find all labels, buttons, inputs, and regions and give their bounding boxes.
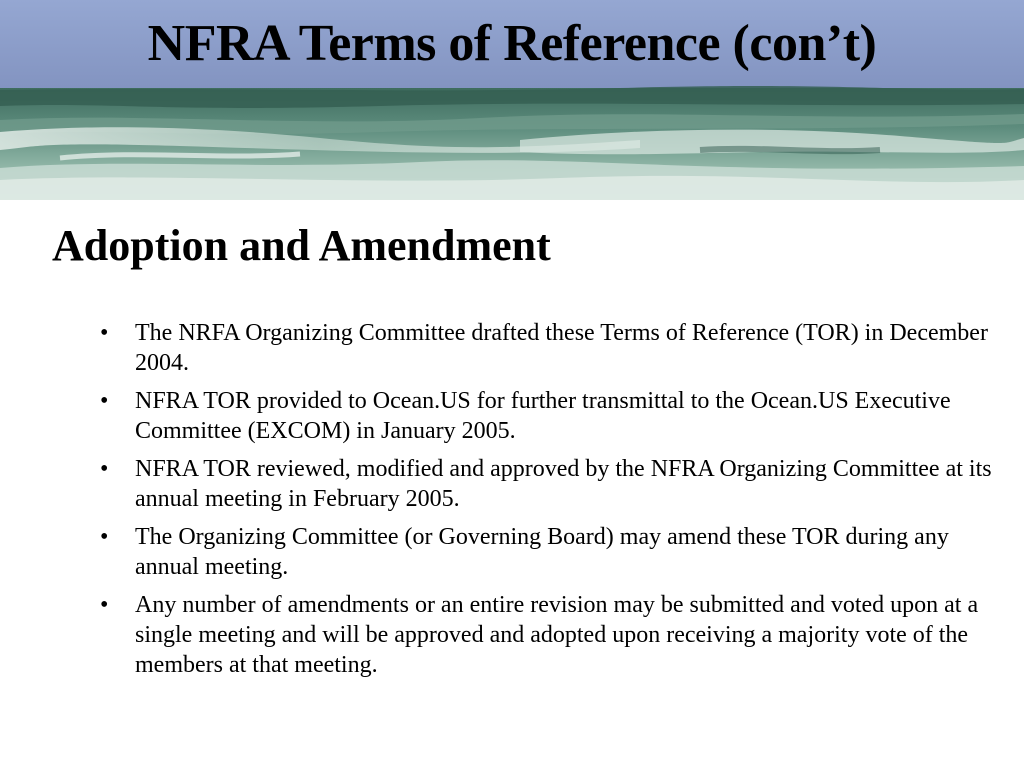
- bullet-glyph: •: [100, 320, 109, 346]
- section-heading: Adoption and Amendment: [52, 221, 551, 270]
- list-item: [100, 522, 1000, 582]
- bullet-glyph: •: [100, 456, 109, 482]
- bullet-glyph: •: [100, 388, 109, 414]
- bullet-text: Any number of amendments or an entire revision may be submitted and voted upon at a single meeting and will be approved and adopted upon receiving a majority vote of the members at that meeting.: [135, 592, 979, 678]
- slide-title: NFRA Terms of Reference (con’t): [147, 15, 877, 72]
- bullet-glyph: •: [100, 524, 109, 550]
- bullet-text: NFRA TOR provided to Ocean.US for further transmittal to the Ocean.US Executive Committee (EXCOM) in January 2005.: [135, 388, 951, 444]
- bullet-list: [100, 318, 1000, 688]
- bullet-text: The NRFA Organizing Committee drafted these Terms of Reference (TOR) in December 2004.: [135, 320, 988, 376]
- list-item: [100, 386, 1000, 446]
- bullet-glyph: •: [100, 592, 109, 618]
- list-item: [100, 318, 1000, 378]
- list-item: [100, 454, 1000, 514]
- bullet-text: NFRA TOR reviewed, modified and approved by the NFRA Organizing Committee at its annual meeting in February 2005.: [135, 456, 992, 512]
- bullet-text: The Organizing Committee (or Governing Board) may amend these TOR during any annual meeting.: [135, 524, 949, 580]
- list-item: [100, 590, 1000, 680]
